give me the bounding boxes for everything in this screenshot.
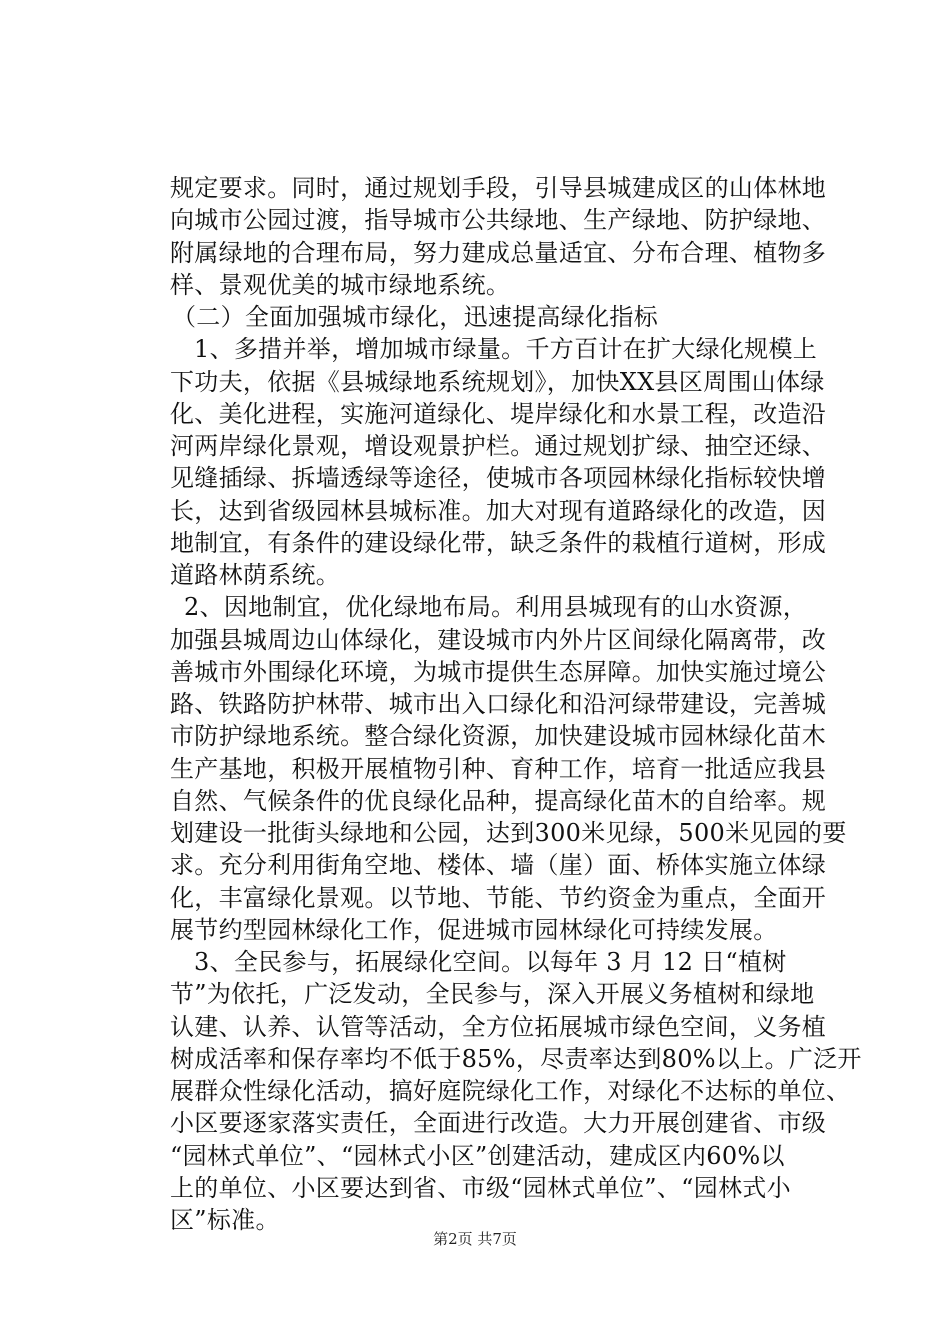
page-number-footer: 第2页 共7页 — [433, 1230, 517, 1248]
text-line: 区”标准。 — [170, 1206, 280, 1234]
text-line: 展群众性绿化活动，搞好庭院绿化工作，对绿化不达标的单位、 — [170, 1077, 851, 1105]
text-line: 河两岸绿化景观，增设观景护栏。通过规划扩绿、抽空还绿、 — [170, 432, 827, 460]
text-line: 上的单位、小区要达到省、市级“园林式单位”、“园林式小 — [170, 1173, 791, 1202]
text-line: 节”为依托，广泛发动，全民参与，深入开展义务植树和绿地 — [170, 980, 815, 1009]
text-line: 市防护绿地系统。整合绿化资源，加快建设城市园林绿化苗木 — [170, 722, 827, 751]
text-line: 化、美化进程，实施河道绿化、堤岸绿化和水景工程，改造沿 — [170, 399, 827, 428]
text-line: 长，达到省级园林县城标准。加大对现有道路绿化的改造，因 — [170, 496, 827, 525]
text-line: 加强县城周边山体绿化，建设城市内外片区间绿化隔离带，改 — [170, 625, 827, 654]
text-line: “园林式单位”、“园林式小区”创建活动，建成区内60%以 — [170, 1141, 785, 1170]
text-line: 见缝插绿、拆墙透绿等途径，使城市各项园林绿化指标较快增 — [170, 464, 827, 493]
text-line: 认建、认养、认管等活动，全方位拓展城市绿色空间，义务植 — [170, 1012, 827, 1041]
text-line: 自然、气候条件的优良绿化品种，提高绿化苗木的自给率。规 — [170, 786, 827, 815]
paragraph-3-start: 3、全民参与，拓展绿化空间。以每年 3 月 12 日“植树 — [194, 948, 787, 976]
text-line: 树成活率和保存率均不低于85%，尽责率达到80%以上。广泛开 — [170, 1044, 862, 1073]
text-line: 小区要逐家落实责任，全面进行改造。大力开展创建省、市级 — [170, 1109, 827, 1138]
text-line: 路、铁路防护林带、城市出入口绿化和沿河绿带建设，完善城 — [170, 690, 827, 718]
text-line: 道路林荫系统。 — [170, 561, 341, 589]
document-body — [170, 172, 862, 1236]
text-line: 展节约型园林绿化工作，促进城市园林绿化可持续发展。 — [170, 915, 778, 944]
text-line: 生产基地，积极开展植物引种、育种工作，培育一批适应我县 — [170, 754, 827, 783]
text-line: 划建设一批街头绿地和公园，达到300米见绿，500米见园的要 — [170, 819, 847, 847]
text-line: 求。充分利用街角空地、楼体、墙（崖）面、桥体实施立体绿 — [170, 851, 827, 880]
section-heading: （二）全面加强城市绿化，迅速提高绿化指标 — [172, 303, 658, 331]
paragraph-1-start: 1、多措并举，增加城市绿量。千方百计在扩大绿化规模上 — [194, 335, 818, 364]
text-line: 地制宜，有条件的建设绿化带，缺乏条件的栽植行道树，形成 — [170, 528, 827, 557]
text-line: 下功夫，依据《县城绿地系统规划》，加快XX县区周围山体绿 — [170, 367, 825, 396]
text-line: 样、景观优美的城市绿地系统。 — [170, 270, 511, 299]
text-line: 向城市公园过渡，指导城市公共绿地、生产绿地、防护绿地、 — [170, 206, 827, 235]
paragraph-2-start: 2、因地制宜，优化绿地布局。利用县城现有的山水资源， — [184, 593, 808, 622]
text-line: 规定要求。同时，通过规划手段，引导县城建成区的山体林地 — [170, 174, 827, 202]
text-line: 善城市外围绿化环境，为城市提供生态屏障。加快实施过境公 — [170, 657, 827, 686]
text-line: 化，丰富绿化景观。以节地、节能、节约资金为重点，全面开 — [170, 883, 827, 912]
text-line: 附属绿地的合理布局，努力建成总量适宜、分布合理、植物多 — [170, 238, 827, 267]
